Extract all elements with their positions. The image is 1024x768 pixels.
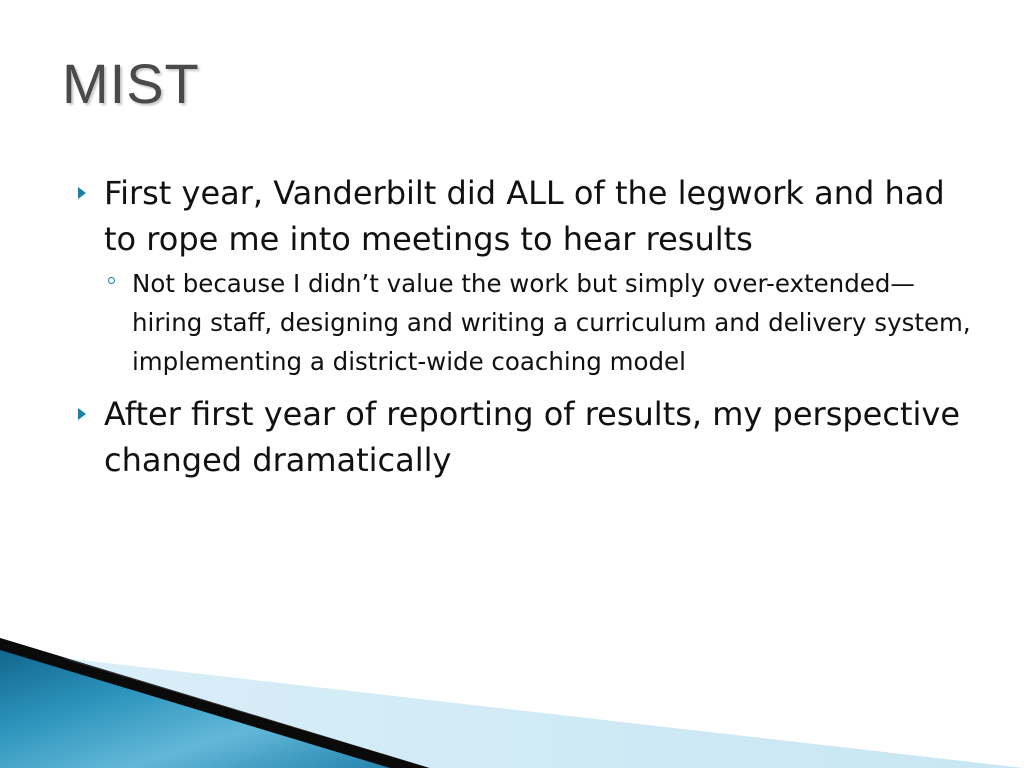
bullet-text: First year, Vanderbilt did ALL of the legwork and had to rope me into meetings to hear results [104, 174, 945, 258]
bullet-item-2 [72, 391, 972, 483]
ring-bullet-icon [108, 277, 115, 284]
slide-content [72, 170, 972, 485]
bullet-text: After first year of reporting of results, my perspective changed dramatically [104, 395, 961, 479]
slide-title: MIST [62, 52, 200, 115]
triangle-bullet-icon [78, 187, 86, 199]
bullet-item-1 [72, 170, 972, 262]
decorative-wave-graphic [0, 638, 1024, 768]
sub-bullet-item-1 [132, 264, 972, 381]
sub-bullet-text: Not because I didn’t value the work but simply over-extended—hiring staff, designing and writing a curriculum and delivery system, implementing a district-wide coaching model [132, 269, 971, 376]
triangle-bullet-icon [78, 408, 86, 420]
